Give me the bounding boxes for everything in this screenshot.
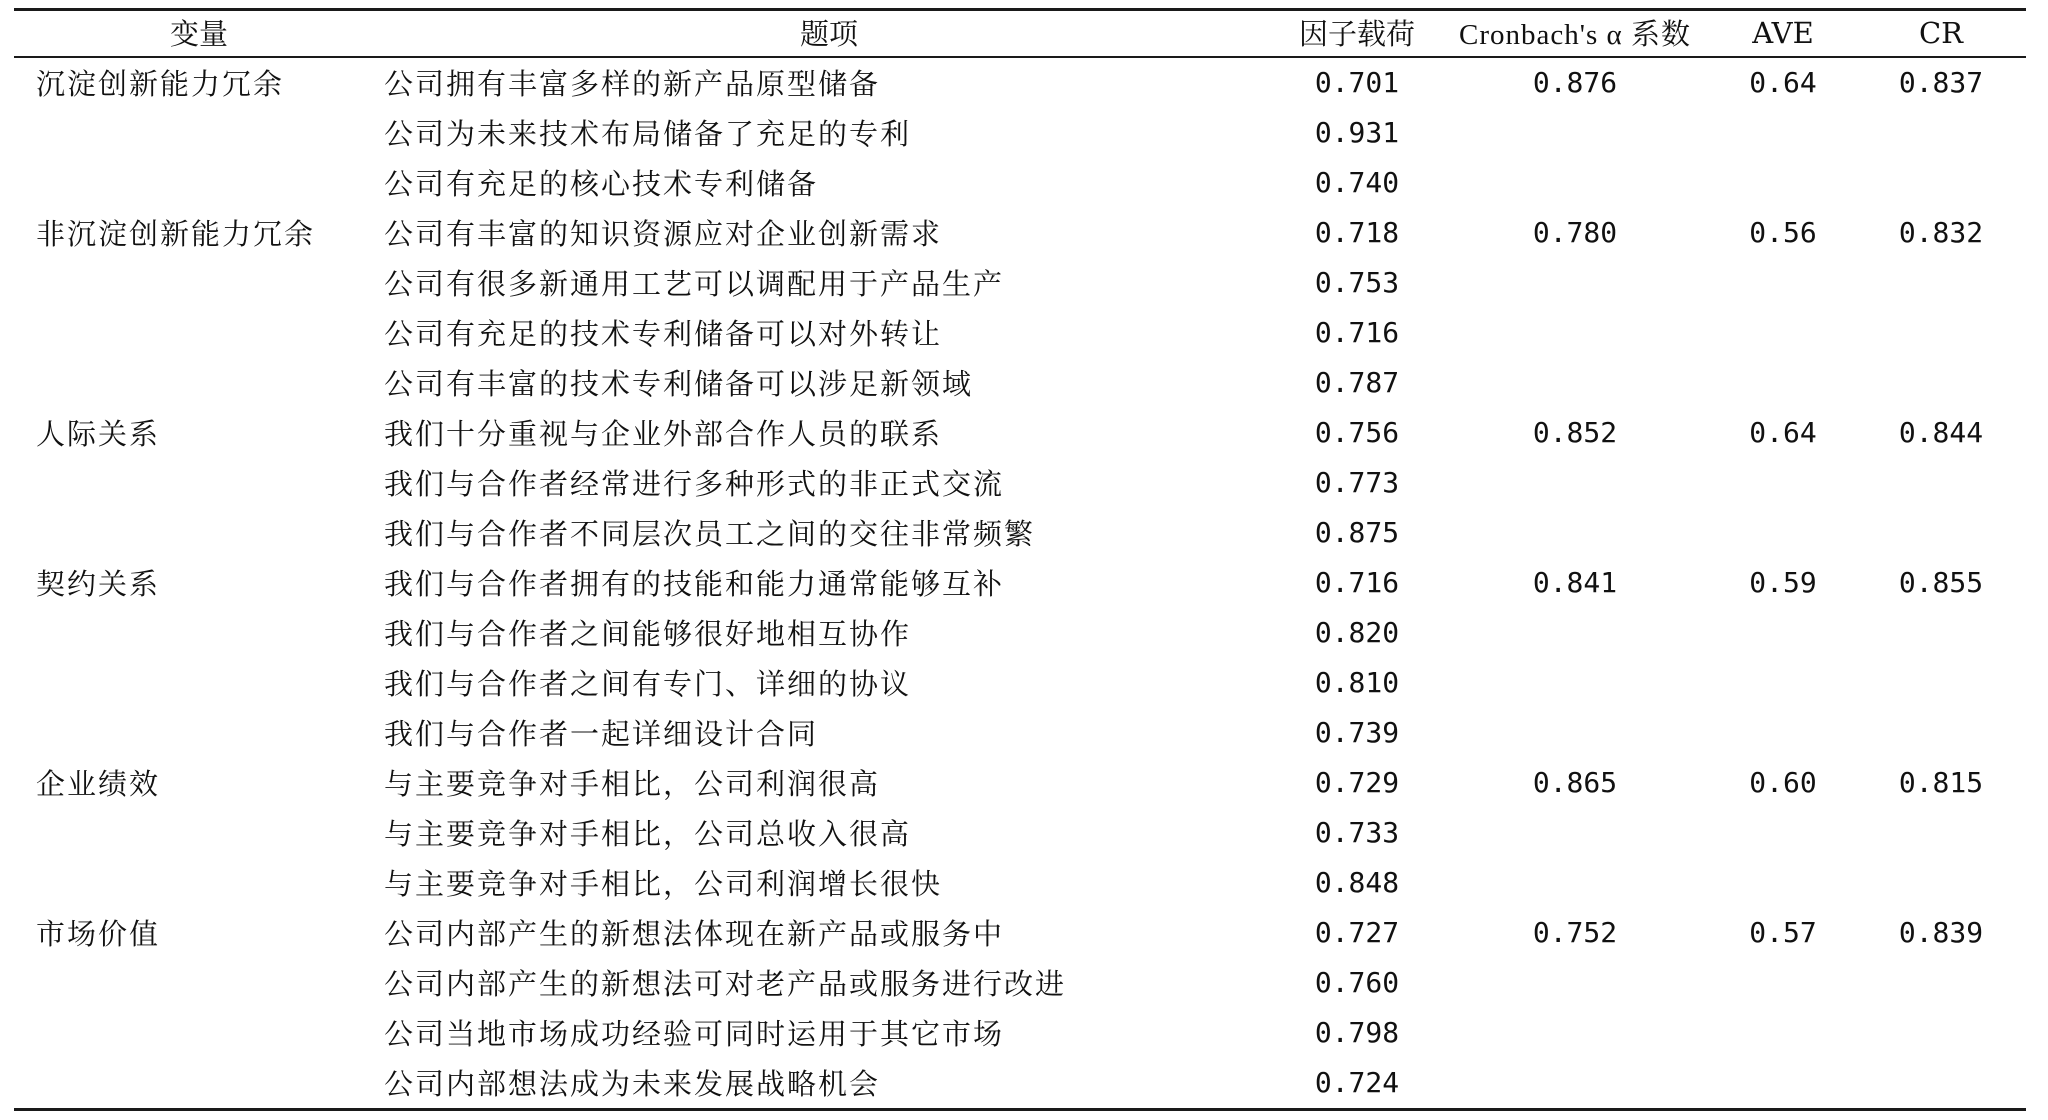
- cell-item: 我们与合作者之间能够很好地相互协作: [384, 616, 912, 651]
- table-row: [14, 507, 2026, 557]
- cell-alpha: [1440, 857, 1710, 907]
- cell-variable: [14, 107, 384, 157]
- cell-item: 公司有很多新通用工艺可以调配用于产品生产: [384, 266, 1005, 301]
- cell-ave: [1710, 707, 1856, 757]
- table-row: [14, 807, 2026, 857]
- cell-loading: 0.740: [1314, 165, 1400, 199]
- cell-cr: 0.832: [1898, 215, 1984, 249]
- table-row: [14, 57, 2026, 107]
- cell-variable: [14, 707, 384, 757]
- cell-item: 我们与合作者经常进行多种形式的非正式交流: [384, 466, 1005, 501]
- cell-ave: [1710, 607, 1856, 657]
- cell-item: 我们十分重视与企业外部合作人员的联系: [384, 416, 943, 451]
- header-alpha: Cronbach's α 系数: [1459, 19, 1691, 51]
- cell-cr: [1856, 257, 2026, 307]
- cell-item: 我们与合作者一起详细设计合同: [384, 716, 819, 751]
- cell-variable: 契约关系: [36, 566, 161, 601]
- cell-cr: [1856, 457, 2026, 507]
- cell-loading: 0.773: [1314, 465, 1400, 499]
- cell-variable: [14, 957, 384, 1007]
- cell-item: 公司内部想法成为未来发展战略机会: [384, 1066, 881, 1101]
- cell-cr: [1856, 107, 2026, 157]
- cell-ave: [1710, 257, 1856, 307]
- cell-alpha: 0.876: [1532, 65, 1618, 99]
- cell-ave: [1710, 1057, 1856, 1107]
- table-row: [14, 657, 2026, 707]
- table-row: [14, 207, 2026, 257]
- cell-cr: [1856, 357, 2026, 407]
- cell-alpha: 0.852: [1532, 415, 1618, 449]
- cell-loading: 0.760: [1314, 965, 1400, 999]
- cell-loading: 0.820: [1314, 615, 1400, 649]
- cell-variable: [14, 257, 384, 307]
- cell-loading: 0.875: [1314, 515, 1400, 549]
- cell-item: 我们与合作者拥有的技能和能力通常能够互补: [384, 566, 1005, 601]
- cell-item: 公司为未来技术布局储备了充足的专利: [384, 116, 912, 151]
- header-cr: CR: [1918, 15, 1964, 50]
- cell-variable: [14, 807, 384, 857]
- cell-loading: 0.753: [1314, 265, 1400, 299]
- cell-alpha: [1440, 307, 1710, 357]
- header-item: 题项: [799, 17, 858, 51]
- cell-cr: [1856, 707, 2026, 757]
- cell-alpha: [1440, 507, 1710, 557]
- cell-cr: [1856, 507, 2026, 557]
- cell-ave: [1710, 1007, 1856, 1057]
- cell-ave: [1710, 857, 1856, 907]
- header-variable: 变量: [169, 17, 228, 51]
- table-row: [14, 757, 2026, 807]
- cell-loading: 0.739: [1314, 715, 1400, 749]
- cell-loading: 0.729: [1314, 765, 1400, 799]
- table-row: [14, 607, 2026, 657]
- cell-loading: 0.716: [1314, 565, 1400, 599]
- cell-variable: [14, 1057, 384, 1107]
- cell-loading: 0.724: [1314, 1065, 1400, 1099]
- table-row: [14, 857, 2026, 907]
- cell-alpha: [1440, 1057, 1710, 1107]
- cell-item: 与主要竞争对手相比，公司总收入很高: [384, 816, 912, 851]
- cell-alpha: 0.780: [1532, 215, 1618, 249]
- cell-alpha: 0.841: [1532, 565, 1618, 599]
- cell-loading: 0.798: [1314, 1015, 1400, 1049]
- cell-ave: 0.56: [1749, 215, 1817, 249]
- cell-ave: [1710, 157, 1856, 207]
- table-row: [14, 707, 2026, 757]
- cell-item: 公司有丰富的技术专利储备可以涉足新领域: [384, 366, 974, 401]
- cell-cr: [1856, 607, 2026, 657]
- cell-ave: [1710, 107, 1856, 157]
- header-loading: 因子载荷: [1298, 17, 1415, 51]
- cell-item: 公司当地市场成功经验可同时运用于其它市场: [384, 1016, 1005, 1051]
- cell-loading: 0.733: [1314, 815, 1400, 849]
- cell-variable: 市场价值: [36, 916, 161, 951]
- cell-loading: 0.848: [1314, 865, 1400, 899]
- cell-variable: [14, 357, 384, 407]
- cell-variable: [14, 657, 384, 707]
- cell-variable: [14, 307, 384, 357]
- cell-variable: [14, 457, 384, 507]
- table-row: [14, 457, 2026, 507]
- cell-item: 公司内部产生的新想法体现在新产品或服务中: [384, 916, 1005, 951]
- cell-ave: [1710, 507, 1856, 557]
- header-ave: AVE: [1752, 15, 1814, 50]
- table-row: [14, 907, 2026, 957]
- cell-cr: [1856, 807, 2026, 857]
- cell-loading: 0.716: [1314, 315, 1400, 349]
- cell-ave: 0.59: [1749, 565, 1817, 599]
- table-row: [14, 957, 2026, 1007]
- cell-variable: 人际关系: [36, 416, 161, 451]
- cell-ave: [1710, 807, 1856, 857]
- cell-alpha: [1440, 807, 1710, 857]
- table-row: [14, 557, 2026, 607]
- cell-alpha: [1440, 657, 1710, 707]
- cell-variable: [14, 607, 384, 657]
- cell-alpha: [1440, 157, 1710, 207]
- table-body: [14, 57, 2026, 1107]
- cell-item: 我们与合作者不同层次员工之间的交往非常频繁: [384, 516, 1036, 551]
- cell-variable: [14, 507, 384, 557]
- cell-ave: 0.64: [1749, 65, 1817, 99]
- cell-ave: [1710, 357, 1856, 407]
- cell-item: 公司拥有丰富多样的新产品原型储备: [384, 66, 881, 101]
- cell-ave: [1710, 457, 1856, 507]
- cell-alpha: [1440, 1007, 1710, 1057]
- cell-cr: 0.837: [1898, 65, 1984, 99]
- cell-item: 公司内部产生的新想法可对老产品或服务进行改进: [384, 966, 1067, 1001]
- cell-variable: [14, 1007, 384, 1057]
- data-table: [14, 8, 2026, 1107]
- cell-cr: [1856, 957, 2026, 1007]
- cell-ave: 0.57: [1749, 915, 1817, 949]
- cell-variable: 沉淀创新能力冗余: [36, 66, 285, 101]
- cell-alpha: [1440, 707, 1710, 757]
- cell-item: 公司有充足的核心技术专利储备: [384, 166, 819, 201]
- cell-item: 公司有充足的技术专利储备可以对外转让: [384, 316, 943, 351]
- cell-ave: 0.60: [1749, 765, 1817, 799]
- cell-alpha: [1440, 107, 1710, 157]
- cell-cr: [1856, 157, 2026, 207]
- cell-cr: 0.844: [1898, 415, 1984, 449]
- cell-variable: [14, 157, 384, 207]
- cell-item: 与主要竞争对手相比，公司利润很高: [384, 766, 881, 801]
- cell-variable: 非沉淀创新能力冗余: [36, 216, 316, 251]
- table-row: [14, 357, 2026, 407]
- cell-loading: 0.756: [1314, 415, 1400, 449]
- table-row: [14, 157, 2026, 207]
- cell-cr: 0.855: [1898, 565, 1984, 599]
- cell-cr: [1856, 1007, 2026, 1057]
- table-row: [14, 1007, 2026, 1057]
- cell-ave: [1710, 657, 1856, 707]
- cell-loading: 0.931: [1314, 115, 1400, 149]
- cell-alpha: [1440, 457, 1710, 507]
- cell-loading: 0.701: [1314, 65, 1400, 99]
- cell-alpha: [1440, 257, 1710, 307]
- cell-cr: [1856, 307, 2026, 357]
- cell-ave: 0.64: [1749, 415, 1817, 449]
- cell-alpha: [1440, 357, 1710, 407]
- table-row: [14, 1057, 2026, 1107]
- cell-ave: [1710, 957, 1856, 1007]
- cell-variable: 企业绩效: [36, 766, 161, 801]
- cell-cr: 0.815: [1898, 765, 1984, 799]
- cell-loading: 0.787: [1314, 365, 1400, 399]
- cell-ave: [1710, 307, 1856, 357]
- cell-item: 公司有丰富的知识资源应对企业创新需求: [384, 216, 943, 251]
- table-row: [14, 407, 2026, 457]
- cell-loading: 0.727: [1314, 915, 1400, 949]
- cell-cr: [1856, 1057, 2026, 1107]
- cell-alpha: [1440, 957, 1710, 1007]
- cell-cr: [1856, 657, 2026, 707]
- table-row: [14, 107, 2026, 157]
- cell-loading: 0.810: [1314, 665, 1400, 699]
- table-row: [14, 307, 2026, 357]
- cell-alpha: 0.865: [1532, 765, 1618, 799]
- table-row: [14, 257, 2026, 307]
- cell-alpha: [1440, 607, 1710, 657]
- cell-loading: 0.718: [1314, 215, 1400, 249]
- cell-cr: [1856, 857, 2026, 907]
- cell-item: 与主要竞争对手相比，公司利润增长很快: [384, 866, 943, 901]
- cell-alpha: 0.752: [1532, 915, 1618, 949]
- cell-item: 我们与合作者之间有专门、详细的协议: [384, 666, 912, 701]
- header-row: [14, 8, 2026, 57]
- cell-cr: 0.839: [1898, 915, 1984, 949]
- bottom-rule: [14, 1108, 2026, 1111]
- cell-variable: [14, 857, 384, 907]
